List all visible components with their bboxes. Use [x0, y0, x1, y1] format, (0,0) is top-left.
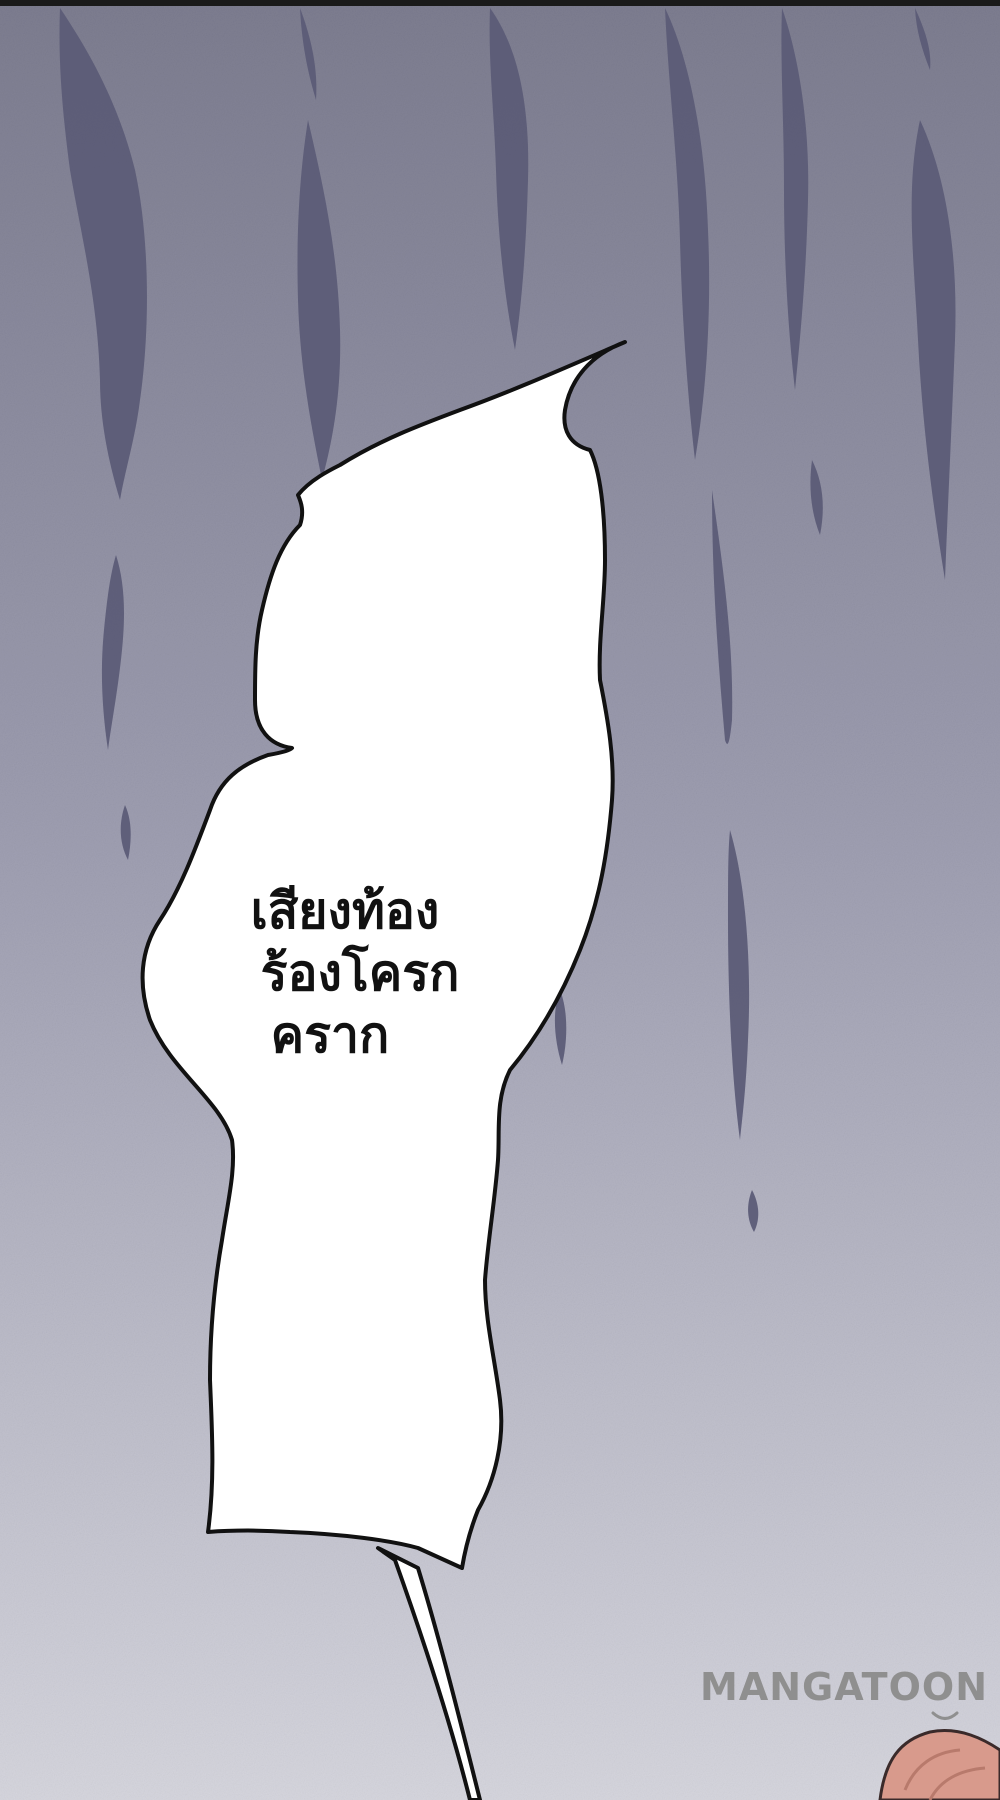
speech-bubble-text — [200, 880, 520, 1066]
watermark-smile-icon — [930, 1710, 960, 1724]
watermark: MANGATOON — [700, 1665, 989, 1709]
speech-line: ร้องโครก — [260, 944, 460, 1002]
speech-line: คราก — [270, 1006, 390, 1064]
top-border — [0, 0, 1000, 6]
speech-line: เสียงท้อง — [250, 882, 440, 940]
